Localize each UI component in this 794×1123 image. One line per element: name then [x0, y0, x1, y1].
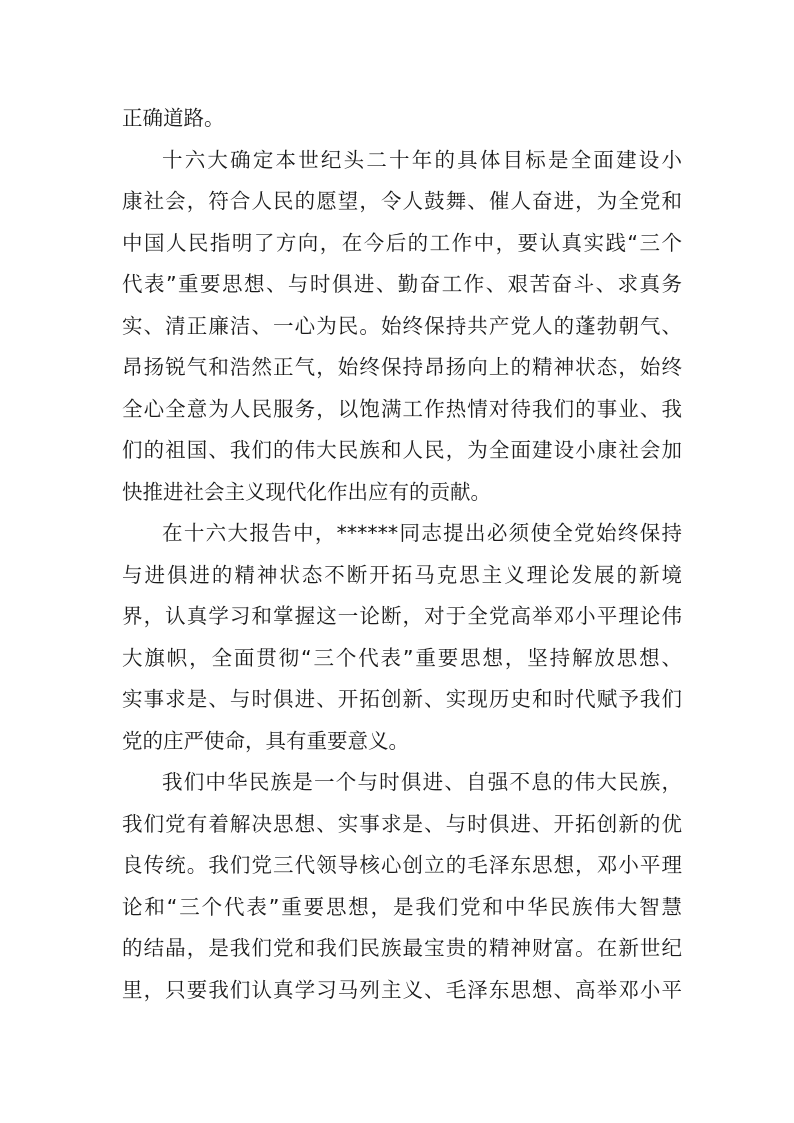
text-line: 康社会，符合人民的愿望，令人鼓舞、催人奋进，为全党和	[122, 189, 682, 213]
text-line: 正确道路。	[122, 106, 225, 130]
text-line: 界，认真学习和掌握这一论断，对于全党高举邓小平理论伟	[122, 604, 682, 628]
text-line: 里，只要我们认真学习马列主义、毛泽东思想、高举邓小平	[122, 977, 682, 1002]
text-line: 我们党有着解决思想、实事求是、与时俱进、开拓创新的优	[122, 811, 682, 836]
text-line: 十六大确定本世纪头二十年的具体目标是全面建设小	[162, 147, 682, 172]
text-line: 我们中华民族是一个与时俱进、自强不息的伟大民族，	[162, 770, 682, 794]
text-line: 昂扬锐气和浩然正气，始终保持昂扬向上的精神状态，始终	[122, 355, 682, 379]
text-line: 代表”重要思想、与时俱进、勤奋工作、艰苦奋斗、求真务	[122, 272, 682, 296]
text-line: 在十六大报告中，******同志提出必须使全党始终保持	[162, 521, 682, 545]
text-line: 与进俱进的精神状态不断开拓马克思主义理论发展的新境	[122, 562, 682, 587]
body-text	[122, 98, 682, 1011]
text-line: 良传统。我们党三代领导核心创立的毛泽东思想，邓小平理	[122, 853, 682, 877]
text-line: 实、清正廉洁、一心为民。始终保持共产党人的蓬勃朝气、	[122, 313, 682, 338]
text-line: 们的祖国、我们的伟大民族和人民，为全面建设小康社会加	[122, 438, 682, 462]
text-line: 快推进社会主义现代化作出应有的贡献。	[122, 479, 491, 504]
text-line: 党的庄严使命，具有重要意义。	[122, 728, 409, 753]
text-line: 的结晶，是我们党和我们民族最宝贵的精神财富。在新世纪	[122, 936, 682, 960]
text-line: 中国人民指明了方向，在今后的工作中，要认真实践“三个	[122, 230, 682, 255]
text-line: 实事求是、与时俱进、开拓创新、实现历史和时代赋予我们	[122, 687, 682, 711]
text-line: 全心全意为人民服务，以饱满工作热情对待我们的事业、我	[122, 396, 682, 421]
text-line: 大旗帜，全面贯彻“三个代表”重要思想，坚持解放思想、	[122, 645, 682, 670]
text-line: 论和“三个代表”重要思想，是我们党和中华民族伟大智慧	[122, 894, 682, 919]
